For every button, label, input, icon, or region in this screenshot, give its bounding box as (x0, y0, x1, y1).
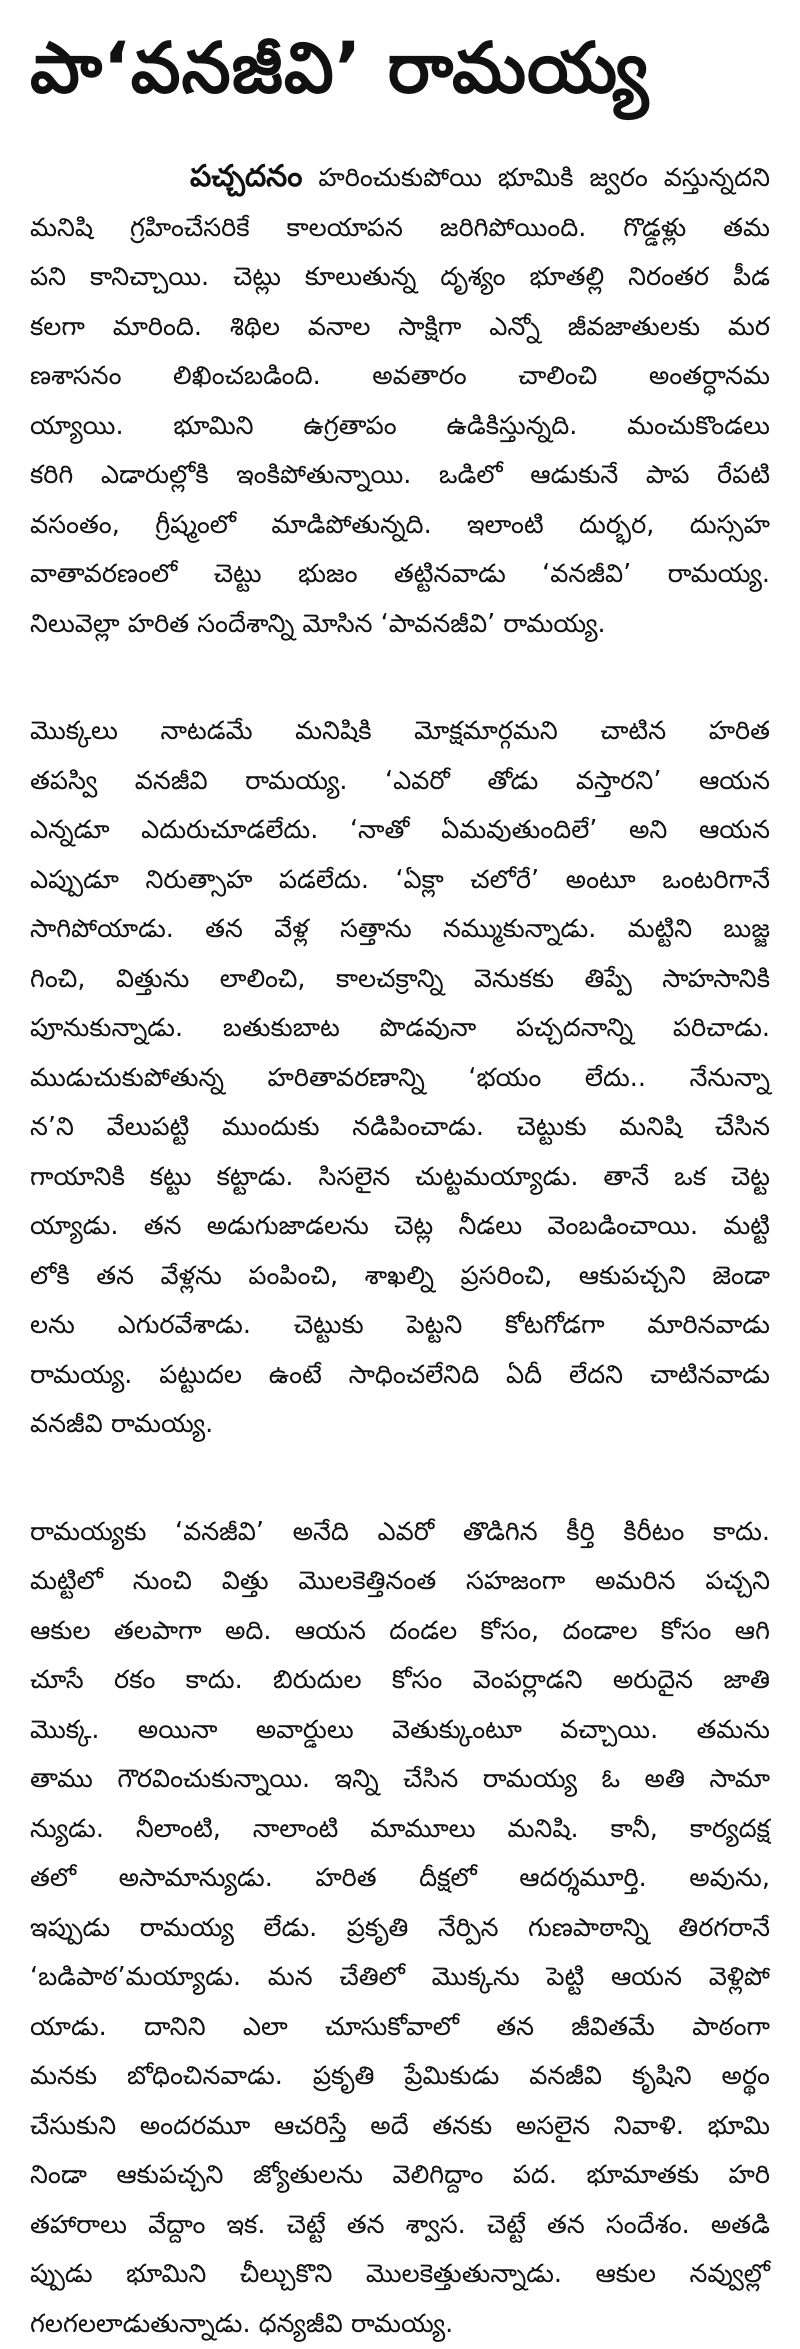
article-line: లోకి తన వేళ్లను పంపించి, శాఖల్ని ప్రసరించి, ఆకుపచ్చని జెండా (30, 1252, 770, 1302)
article-line: యాడు. దానిని ఎలా చూసుకోవాలో తన జీవితమే పాఠంగా (30, 2003, 770, 2053)
article-line: తలో అసామాన్యుడు. హరిత దీక్షలో ఆదర్శమూర్తి. అవును, (30, 1854, 770, 1904)
article-line: లను ఎగురవేశాడు. చెట్టుకు పెట్టని కోటగోడగా మారినవాడు (30, 1301, 770, 1351)
article-line: గించి, విత్తును లాలించి, కాలచక్రాన్ని వెనుకకు తిప్పే సాహసానికి (30, 955, 770, 1005)
article-line: తాము గౌరవించుకున్నాయి. ఇన్ని చేసిన రామయ్య ఓ అతి సామా (30, 1755, 770, 1805)
lead-words: పచ్చదనం (190, 163, 302, 193)
article-line: పని కానిచ్చాయి. చెట్లు కూలుతున్న దృశ్యం భూతల్లి నిరంతర పీడ (30, 253, 770, 303)
article-line: వనజీవి రామయ్య. (30, 1400, 770, 1450)
article-line: కలగా మారింది. శిథిల వనాల సాక్షిగా ఎన్నో జీవజాతులకు మర (30, 303, 770, 353)
article-line: మనిషి గ్రహించేసరికే కాలయాపన జరిగిపోయింది. గొడ్డళ్లు తమ (30, 204, 770, 254)
article-line: పూనుకున్నాడు. బతుకుబాట పొడవునా పచ్చదనాన్ని పరిచాడు. (30, 1004, 770, 1054)
article-line: తపస్వి వనజీవి రామయ్య. ‘ఎవరో తోడు వస్తారని’ ఆయన (30, 757, 770, 807)
article-line: న్యుడు. నీలాంటి, నాలాంటి మామూలు మనిషి. కానీ, కార్యదక్ష (30, 1805, 770, 1855)
article-line: రామయ్యకు ‘వనజీవి’ అనేది ఎవరో తొడిగిన కీర్తి కిరీటం కాదు. (30, 1508, 770, 1558)
article-line: వసంతం, గ్రీష్మంలో మాడిపోతున్నది. ఇలాంటి దుర్భర, దుస్సహ (30, 501, 770, 551)
paragraph-3 (30, 1508, 770, 2349)
article-line: ‘బడిపాఠ’మయ్యాడు. మన చేతిలో మొక్కను పెట్టి ఆయన వెళ్లిపో (30, 1953, 770, 2003)
article-line: తహారాలు వేద్దాం ఇక. చెట్టే తన శ్వాస. చెట్టే తన సందేశం. అతడి (30, 2201, 770, 2251)
article-line: మనకు బోధించినవాడు. ప్రకృతి ప్రేమికుడు వనజీవి కృషిని అర్థం (30, 2052, 770, 2102)
article-line: చూసే రకం కాదు. బిరుదుల కోసం వెంపర్లాడని అరుదైన జాతి (30, 1656, 770, 1706)
article-line: నిలువెల్లా హరిత సందేశాన్ని మోసిన ‘పావనజీవి’ రామయ్య. (30, 600, 770, 650)
article-line: సాగిపోయాడు. తన వేళ్ల సత్తాను నమ్ముకున్నాడు. మట్టిని బుజ్జ (30, 905, 770, 955)
article-line: ప్పుడు భూమిని చీల్చుకొని మొలకెత్తుతున్నాడు. ఆకుల నవ్వుల్లో (30, 2250, 770, 2300)
article-line: గాయానికి కట్టు కట్టాడు. సిసలైన చుట్టమయ్యాడు. తానే ఒక చెట్ట (30, 1153, 770, 1203)
article-line: య్యాయి. భూమిని ఉగ్రతాపం ఉడికిస్తున్నది. మంచుకొండలు (30, 402, 770, 452)
article-line: గలగలలాడుతున్నాడు. ధన్యజీవి రామయ్య. (30, 2300, 770, 2349)
article-line: య్యాడు. తన అడుగుజాడలను చెట్ల నీడలు వెంబడించాయి. మట్టి (30, 1202, 770, 1252)
article-line: మొక్కలు నాటడమే మనిషికి మోక్షమార్గమని చాటిన హరిత (30, 707, 770, 757)
article-line: మట్టిలో నుంచి విత్తు మొలకెత్తినంత సహజంగా అమరిన పచ్చని (30, 1557, 770, 1607)
article-line: నిండా ఆకుపచ్చని జ్యోతులను వెలిగిద్దాం పద. భూమాతకు హరి (30, 2151, 770, 2201)
article-line: వాతావరణంలో చెట్టు భుజం తట్టినవాడు ‘వనజీవి’ రామయ్య. (30, 550, 770, 600)
article-line: మొక్క. అయినా అవార్డులు వెతుక్కుంటూ వచ్చాయి. తమను (30, 1706, 770, 1756)
article-line: ణశాసనం లిఖించబడింది. అవతారం చాలించి అంతర్ధానమ (30, 352, 770, 402)
article-line: ముడుచుకుపోతున్న హరితావరణాన్ని ‘భయం లేదు.. నేనున్నా (30, 1054, 770, 1104)
article-line: న’ని వేలుపట్టి ముందుకు నడిపించాడు. చెట్టుకు మనిషి చేసిన (30, 1103, 770, 1153)
article-line: ఆకుల తలపాగా అది. ఆయన దండల కోసం, దండాల కోసం ఆగి (30, 1607, 770, 1657)
paragraph-2 (30, 707, 770, 1450)
article-line: ఎన్నడూ ఎదురుచూడలేదు. ‘నాతో ఏమవుతుందిలే’ అని ఆయన (30, 806, 770, 856)
article-line: పచ్చదనం హరించుకుపోయి భూమికి జ్వరం వస్తున్నదని (30, 152, 770, 204)
article-line: ఎప్పుడూ నిరుత్సాహ పడలేదు. ‘ఏక్లా చలోరే’ అంటూ ఒంటరిగానే (30, 856, 770, 906)
article-line: కరిగి ఎడారుల్లోకి ఇంకిపోతున్నాయి. ఒడిలో ఆడుకునే పాప రేపటి (30, 451, 770, 501)
article-line: రామయ్య. పట్టుదల ఉంటే సాధించలేనిది ఏదీ లేదని చాటినవాడు (30, 1351, 770, 1401)
article-line: ఇప్పుడు రామయ్య లేడు. ప్రకృతి నేర్పిన గుణపాఠాన్ని తిరగరానే (30, 1904, 770, 1954)
article-line: చేసుకుని అందరమూ ఆచరిస్తే అదే తనకు అసలైన నివాళి. భూమి (30, 2102, 770, 2152)
paragraph-1 (30, 152, 770, 649)
article-title: పా‘వనజీవి’ రామయ్య (30, 22, 770, 114)
